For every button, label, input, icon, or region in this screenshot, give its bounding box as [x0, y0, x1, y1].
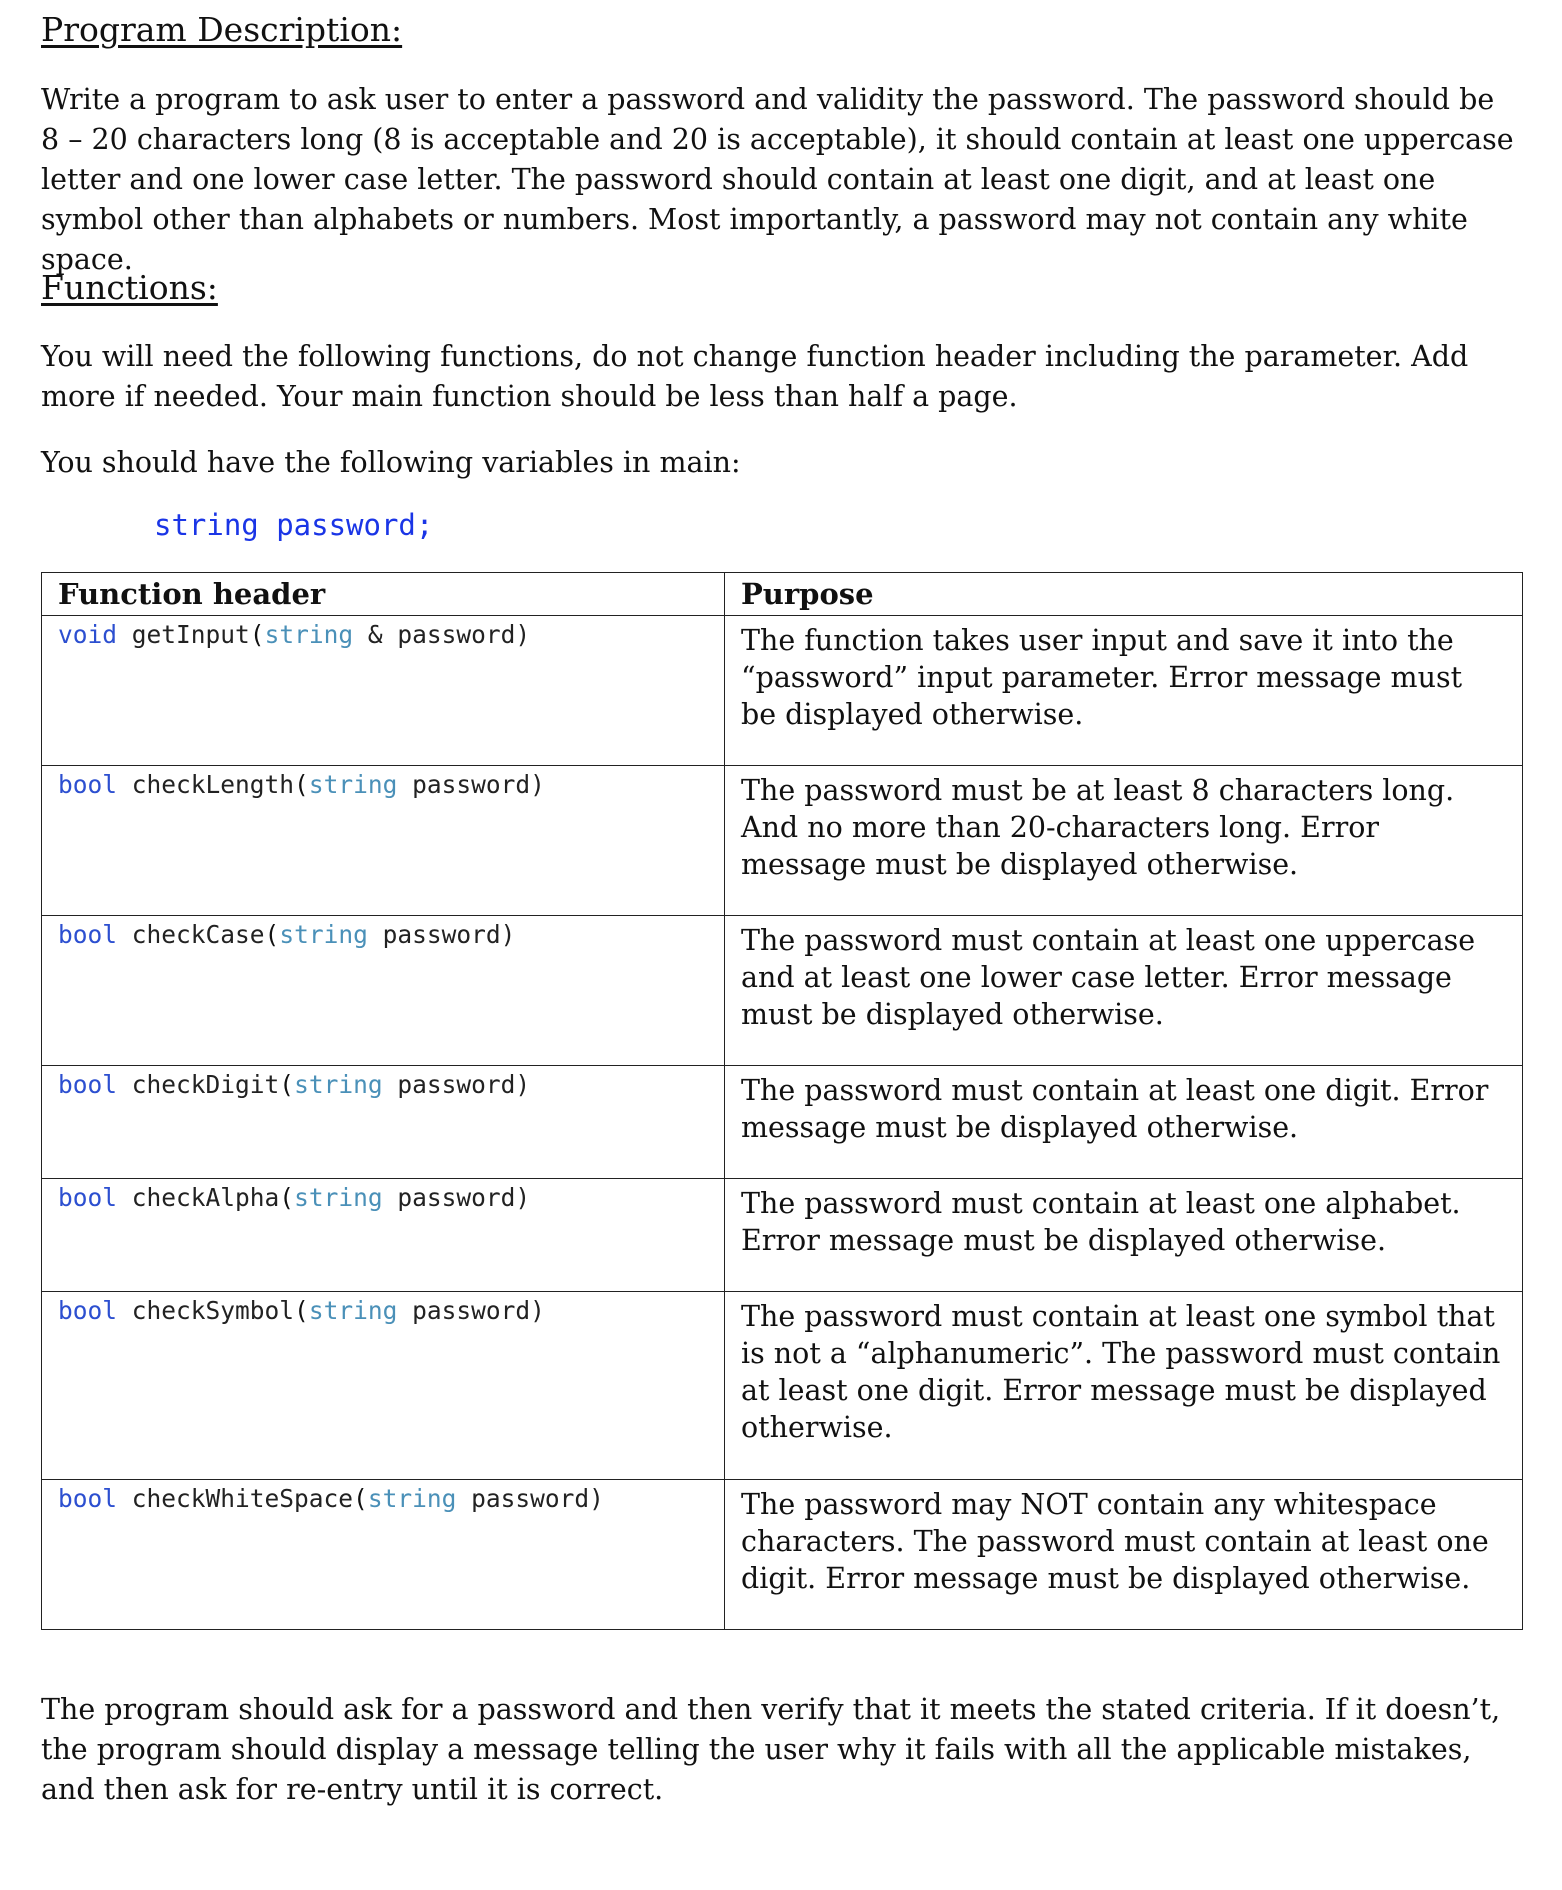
function-name: checkAlpha [131, 1183, 280, 1212]
parameter-name: password) [382, 920, 516, 949]
table-row [42, 916, 1523, 1066]
function-header-cell: bool checkCase(string password) [42, 916, 725, 1066]
purpose-cell: The password must contain at least one symbol that is not a “alphanumeric”. The password must contain at least one digit. Error message must be displayed otherwise. [725, 1292, 1523, 1480]
function-header-cell: bool checkLength(string password) [42, 766, 725, 916]
table-row [42, 1066, 1523, 1179]
purpose-cell: The password may NOT contain any whitespace characters. The password must contain at least one digit. Error message must be displayed otherwise. [725, 1480, 1523, 1630]
table-row [42, 766, 1523, 916]
purpose-cell: The password must be at least 8 characters long. And no more than 20-characters long. Error message must be displayed otherwise. [725, 766, 1523, 916]
function-header-cell: bool checkDigit(string password) [42, 1066, 725, 1179]
parameter-type: string [264, 620, 354, 649]
parameter-type: string [294, 1183, 383, 1212]
functions-heading: Functions: [41, 268, 218, 307]
purpose-cell: The password must contain at least one alphabet. Error message must be displayed otherwise. [725, 1179, 1523, 1292]
closing-paragraph: The program should ask for a password and then verify that it meets the stated criteria. If it doesn’t, the program should display a message telling the user why it fails with all the applicable mistakes, and then ask for re-entry until it is correct. [41, 1693, 1501, 1806]
parameter-type: string [308, 1296, 398, 1325]
return-type: void [58, 620, 118, 649]
parameter-name: password) [397, 1070, 531, 1099]
program-description-heading: Program Description: [41, 10, 403, 49]
parameter-name: password) [412, 770, 545, 799]
purpose-cell: The password must contain at least one digit. Error message must be displayed otherwise. [725, 1066, 1523, 1179]
parameter-type: string [279, 920, 368, 949]
parameter-type: string [367, 1484, 457, 1513]
return-type: bool [58, 1183, 118, 1212]
parameter-name: password) [471, 1484, 604, 1513]
purpose-cell: The password must contain at least one uppercase and at least one lower case letter. Error message must be displayed otherwise. [725, 916, 1523, 1066]
table-row [42, 1480, 1523, 1630]
function-name: checkCase [131, 920, 265, 949]
variables-paragraph: You should have the following variables in main: [41, 446, 741, 479]
function-header-cell: bool checkAlpha(string password) [42, 1179, 725, 1292]
function-header-cell: void getInput(string & password) [42, 616, 725, 766]
return-type: bool [58, 1070, 118, 1099]
table-header-row [42, 573, 1523, 616]
parameter-name: password) [397, 1183, 531, 1212]
function-header-column-title: Function header [42, 573, 725, 616]
function-name: checkDigit [131, 1070, 280, 1099]
function-header-cell: bool checkSymbol(string password) [42, 1292, 725, 1480]
parameter-name: password) [412, 1296, 545, 1325]
table-row [42, 1292, 1523, 1480]
return-type: bool [58, 1484, 118, 1513]
parameter-type: string [294, 1070, 383, 1099]
function-name: checkWhiteSpace [131, 1484, 354, 1513]
functions-table [41, 572, 1523, 1630]
variable-declaration: string password; [154, 508, 434, 542]
return-type: bool [58, 770, 118, 799]
intro-paragraph: Write a program to ask user to enter a password and validity the password. The password should be 8 – 20 characters long (8 is acceptable and 20 is acceptable), it should contain at least one uppercase letter and one lower case letter. The password should contain at least one digit, and at least one symbol other than alphabets or numbers. Most importantly, a password may not contain any white space. [41, 83, 1514, 276]
table-row [42, 616, 1523, 766]
return-type: bool [58, 920, 118, 949]
parameter-name: & password) [367, 620, 531, 649]
functions-paragraph: You will need the following functions, do not change function header including the parameter. Add more if needed. Your main function should be less than half a page. [41, 340, 1469, 413]
parameter-type: string [308, 770, 398, 799]
function-name: checkLength [131, 770, 295, 799]
function-name: getInput [131, 620, 250, 649]
purpose-column-title: Purpose [725, 573, 1523, 616]
function-name: checkSymbol [131, 1296, 295, 1325]
function-header-cell: bool checkWhiteSpace(string password) [42, 1480, 725, 1630]
table-row [42, 1179, 1523, 1292]
return-type: bool [58, 1296, 118, 1325]
purpose-cell: The function takes user input and save it into the “password” input parameter. Error message must be displayed otherwise. [725, 616, 1523, 766]
